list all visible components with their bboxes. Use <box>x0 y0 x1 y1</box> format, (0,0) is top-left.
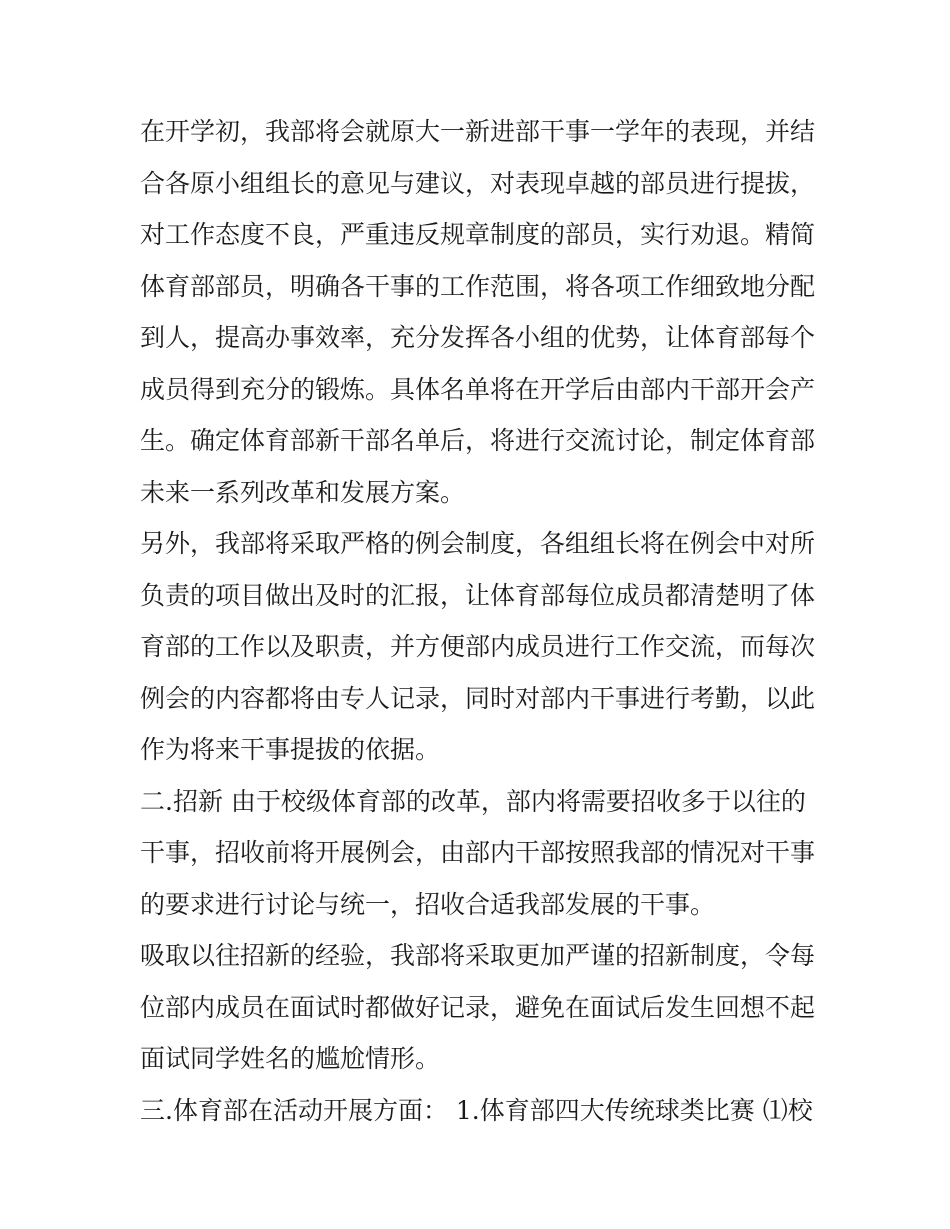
text-line: 育部的工作以及职责，并方便部内成员进行工作交流，而每次 <box>140 632 816 661</box>
text-line: 干事，招收前将开展例会，由部内干部按照我部的情况对干事 <box>140 838 816 867</box>
text-line: 合各原小组组长的意见与建议，对表现卓越的部员进行提拔， <box>140 168 816 198</box>
text-line: 面试同学姓名的尴尬情形。 <box>140 1044 441 1073</box>
text-line: 吸取以往招新的经验，我部将采取更加严谨的招新制度，令每 <box>140 941 816 970</box>
text-line: 到人，提高办事效率，充分发挥各小组的优势，让体育部每个 <box>140 323 816 352</box>
text-line: 三.体育部在活动开展方面： 1.体育部四大传统球类比赛 ⑴校 <box>140 1095 813 1125</box>
text-line: 体育部部员，明确各干事的工作范围，将各项工作细致地分配 <box>140 271 816 301</box>
text-line: 未来一系列改革和发展方案。 <box>140 477 466 507</box>
text-line: 位部内成员在面试时都做好记录，避免在面试后发生回想不起 <box>140 992 816 1022</box>
text-line: 负责的项目做出及时的汇报，让体育部每位成员都清楚明了体 <box>140 580 816 610</box>
text-line: 二.招新 由于校级体育部的改革，部内将需要招收多于以往的 <box>140 786 806 816</box>
text-line: 例会的内容都将由专人记录，同时对部内干事进行考勤，以此 <box>140 683 816 713</box>
text-line: 作为将来干事提拔的依据。 <box>140 735 441 764</box>
body-text <box>140 106 820 1136</box>
text-line: 的要求进行讨论与统一，招收合适我部发展的干事。 <box>140 889 716 919</box>
text-line: 成员得到充分的锻炼。具体名单将在开学后由部内干部开会产 <box>140 374 816 404</box>
text-line: 另外，我部将采取严格的例会制度，各组组长将在例会中对所 <box>140 529 816 558</box>
text-line: 在开学初，我部将会就原大一新进部干事一学年的表现，并结 <box>140 117 816 146</box>
text-line: 对工作态度不良，严重违反规章制度的部员，实行劝退。精简 <box>140 220 816 249</box>
text-line: 生。确定体育部新干部名单后，将进行交流讨论，制定体育部 <box>140 426 816 455</box>
